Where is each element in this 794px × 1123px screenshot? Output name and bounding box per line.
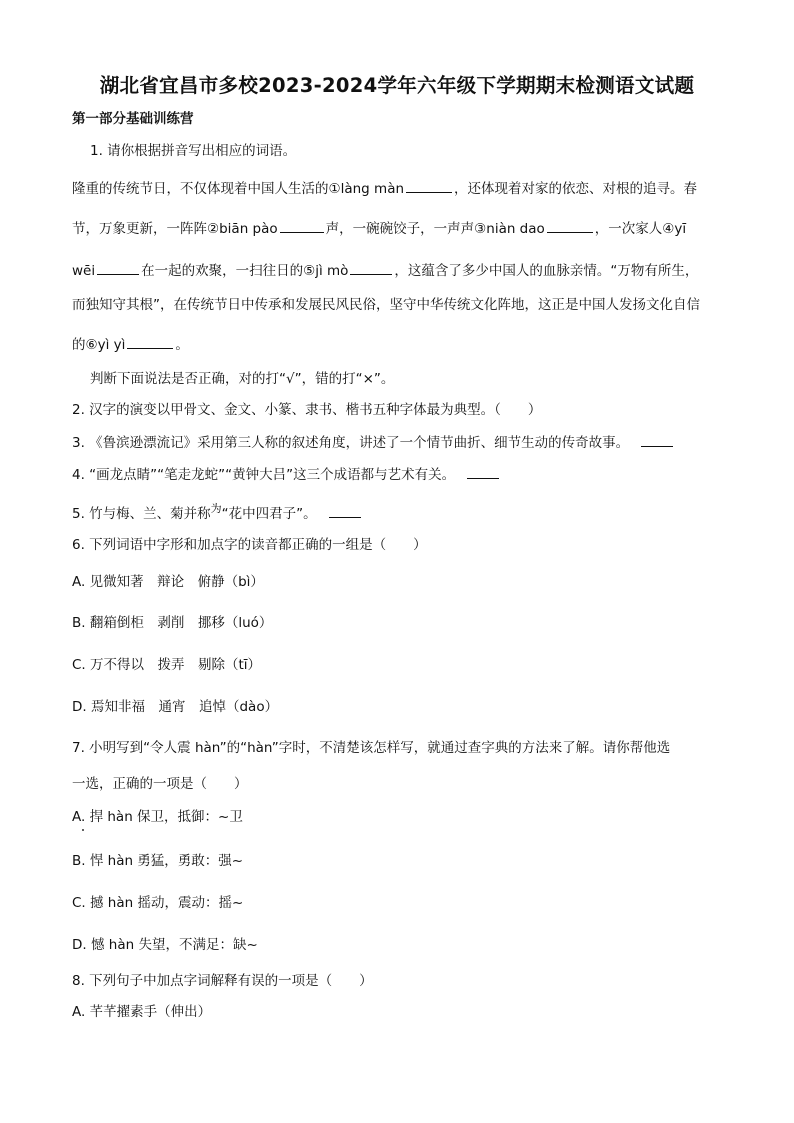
- question-6-stem: 6. 下列词语中字形和加点字的读音都正确的一组是（ ）: [72, 537, 427, 553]
- q3-text: 3. 《鲁滨逊漂流记》采用第三人称的叙述角度，讲述了一个情节曲折、细节生动的传奇故事。: [72, 435, 630, 451]
- q1-text: ，这蕴含了多少中国人的血脉亲情。“万物有所生，: [394, 263, 699, 279]
- answer-blank[interactable]: [329, 503, 361, 518]
- q5-text: 5. 竹与梅、兰、菊并称: [72, 506, 211, 522]
- question-8-option-a[interactable]: A. 芊芊擢素手（伸出）: [72, 1004, 212, 1020]
- question-3: [72, 432, 675, 453]
- q1-text: 隆重的传统节日，不仅体现着中国人生活的①làng màn: [72, 181, 405, 197]
- q1-text: 节，万象更新，一阵阵②biān pào: [72, 221, 278, 237]
- q5-text: “花中四君子”。: [221, 506, 317, 522]
- q1-text: ，一次家人④yī: [594, 221, 687, 237]
- q1-text: 声，一碗碗饺子，一声声③niàn dao: [325, 221, 545, 237]
- q4-text: 4. “画龙点睛”“笔走龙蛇”“黄钟大吕”这三个成语都与艺术有关。: [72, 467, 456, 483]
- question-7-option-b[interactable]: B. 悍 hàn 勇猛，勇敢：强~: [72, 853, 244, 869]
- question-1-line-4: 而独知守其根”，在传统节日中传承和发展民风民俗，坚守中华传统文化阵地，这正是中国人发扬文化自信: [72, 297, 700, 313]
- question-1-line-5: [72, 334, 189, 355]
- q1-text: 。: [175, 337, 189, 353]
- question-6-option-d[interactable]: D. 焉知非福 通宵 追悼（dào）: [72, 699, 279, 715]
- answer-blank[interactable]: [547, 218, 593, 233]
- section-heading: 第一部分基础训练营: [72, 111, 194, 127]
- question-6-option-a[interactable]: A. 见微知著 辩论 俯静（bì）: [72, 574, 264, 590]
- judge-instructions: 判断下面说法是否正确，对的打“√”，错的打“×”。: [90, 371, 395, 387]
- q1-text: ，还体现着对家的依恋、对根的追寻。春: [454, 181, 698, 197]
- question-7-option-c[interactable]: C. 撼 hàn 摇动，震动：摇~: [72, 895, 244, 911]
- q1-text: wēi: [72, 263, 96, 279]
- question-1-line-1: [72, 178, 697, 199]
- question-1-stem: 1. 请你根据拼音写出相应的词语。: [90, 143, 297, 159]
- question-6-option-b[interactable]: B. 翻箱倒柜 剥削 挪移（luó）: [72, 615, 273, 631]
- question-7-stem-line-1: 7. 小明写到“令人震 hàn”的“hàn”字时，不清楚该怎样写，就通过查字典的方法来了解。请你帮他选: [72, 740, 671, 756]
- question-5: [72, 503, 363, 525]
- question-1-line-3: [72, 260, 698, 281]
- answer-blank[interactable]: [97, 260, 139, 275]
- question-8-stem: 8. 下列句子中加点字词解释有误的一项是（ ）: [72, 973, 373, 989]
- q1-text: 在一起的欢聚，一扫往日的⑤jì mò: [141, 263, 349, 279]
- answer-blank[interactable]: [641, 432, 673, 447]
- q5-superscript: 为: [210, 502, 222, 515]
- q1-text: 的⑥yì yì: [72, 337, 126, 353]
- question-4: [72, 464, 501, 485]
- page-title: 湖北省宜昌市多校2023-2024学年六年级下学期期末检测语文试题: [99, 74, 695, 97]
- question-7-option-a[interactable]: A. 捍 hàn 保卫，抵御：~卫: [72, 809, 243, 825]
- answer-blank[interactable]: [350, 260, 392, 275]
- question-7-option-d[interactable]: D. 憾 hàn 失望，不满足：缺~: [72, 937, 258, 953]
- question-6-option-c[interactable]: C. 万不得以 拨弄 剔除（tī）: [72, 657, 262, 673]
- answer-blank[interactable]: [467, 464, 499, 479]
- answer-blank[interactable]: [406, 178, 452, 193]
- answer-blank[interactable]: [280, 218, 324, 233]
- question-1-line-2: [72, 218, 686, 239]
- question-2: 2. 汉字的演变以甲骨文、金文、小篆、隶书、楷书五种字体最为典型。（ ）: [72, 402, 542, 418]
- emphasis-dot: [82, 829, 84, 831]
- question-7-stem-line-2: 一选，正确的一项是（ ）: [72, 776, 248, 792]
- answer-blank[interactable]: [127, 334, 173, 349]
